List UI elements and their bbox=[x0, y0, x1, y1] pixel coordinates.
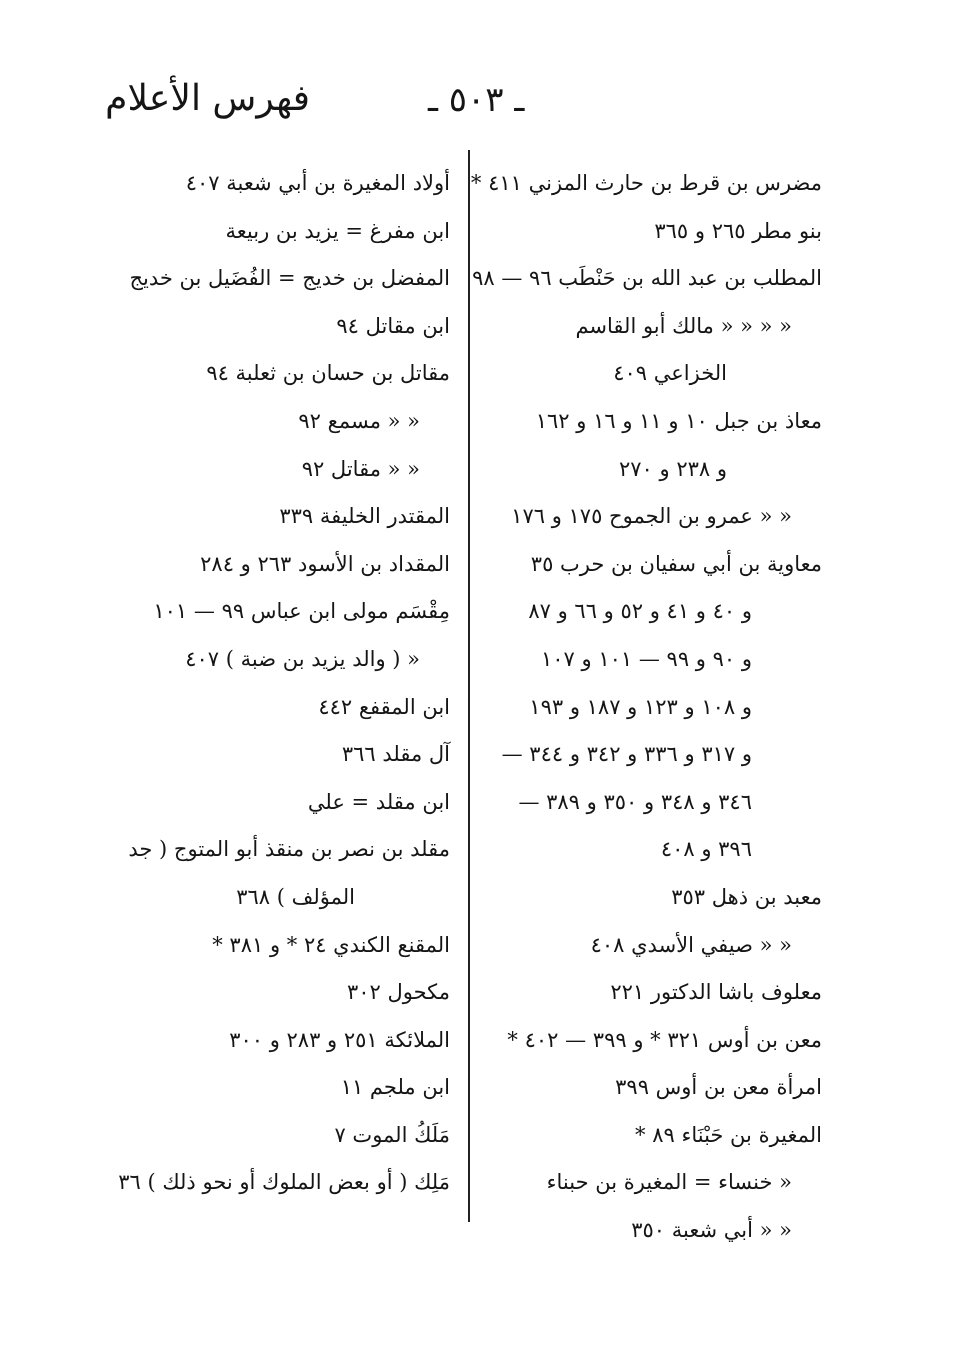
index-entry: ابن المقفع ٤٤٢ bbox=[318, 694, 450, 719]
index-entry: مضرس بن قرط بن حارث المزني ٤١١ * bbox=[470, 171, 822, 195]
index-entry: الملائكة ٢٥١ و ٢٨٣ و ٣٠٠ bbox=[229, 1027, 450, 1052]
column-divider bbox=[468, 150, 470, 1222]
index-entry-continuation: ٣٩٦ و ٤٠٨ bbox=[660, 837, 752, 862]
index-entry: المقداد بن الأسود ٢٦٣ و ٢٨٤ bbox=[200, 551, 450, 576]
index-entry: معاذ بن جبل ١٠ و ١١ و ١٦ و ١٦٢ bbox=[535, 408, 822, 433]
index-entry: ابن مقلد = علي bbox=[307, 789, 450, 814]
index-entry: مِقْسَم مولى ابن عباس ٩٩ — ١٠١ bbox=[153, 599, 450, 624]
index-entry: المقتدر الخليفة ٣٣٩ bbox=[279, 504, 450, 529]
index-entry: معاوية بن أبي سفيان بن حرب ٣٥ bbox=[530, 551, 822, 576]
left-column bbox=[70, 160, 450, 1207]
index-entry: « « مقاتل ٩٢ bbox=[301, 456, 420, 481]
index-entry: ابن ملجم ١١ bbox=[340, 1075, 450, 1100]
index-entry: معلوف باشا الدكتور ٢٢١ bbox=[610, 980, 822, 1005]
index-entry: أولاد المغيرة بن أبي شعبة ٤٠٧ bbox=[185, 171, 450, 195]
index-entry-continuation: و ٣١٧ و ٣٣٦ و ٣٤٢ و ٣٤٤ — bbox=[501, 742, 752, 767]
index-entry: « ( والد يزيد بن ضبة ) ٤٠٧ bbox=[185, 646, 420, 671]
index-entry: ابن مقاتل ٩٤ bbox=[336, 313, 450, 338]
index-entry: مكحول ٣٠٢ bbox=[346, 980, 450, 1005]
index-entry: المغيرة بن حَبْنَاء ٨٩ * bbox=[635, 1122, 822, 1147]
index-entry: ابن مفرغ = يزيد بن ربيعة bbox=[225, 218, 450, 243]
index-entry: المطلب بن عبد الله بن حَنْطَب ٩٦ — ٩٨ bbox=[472, 266, 822, 291]
index-entry: بنو مطر ٢٦٥ و ٣٦٥ bbox=[654, 218, 822, 243]
index-entry: المفضل بن خديج = الفُضَيل بن خديج bbox=[129, 266, 450, 291]
index-entry: « « « « مالك أبو القاسم bbox=[575, 313, 792, 338]
index-entry: « « أبي شعبة ٣٥٠ bbox=[631, 1218, 792, 1243]
index-entry-continuation: و ٢٣٨ و ٢٧٠ bbox=[618, 456, 727, 481]
index-entry: معبد بن ذهل ٣٥٣ bbox=[671, 884, 822, 909]
index-entry: « « صيفي الأسدي ٤٠٨ bbox=[590, 932, 792, 957]
index-entry: مقاتل بن حسان بن ثعلبة ٩٤ bbox=[206, 361, 450, 386]
index-entry-continuation: ٣٤٦ و ٣٤٨ و ٣٥٠ و ٣٨٩ — bbox=[518, 789, 752, 814]
index-entry-continuation: الخزاعي ٤٠٩ bbox=[613, 361, 727, 386]
index-entry: مَلِك ( أو بعض الملوك أو نحو ذلك ) ٣٦ bbox=[118, 1170, 450, 1195]
index-entry: « « عمرو بن الجموح ١٧٥ و ١٧٦ bbox=[511, 504, 792, 529]
right-column bbox=[470, 160, 822, 1255]
index-entry: « خنساء = المغيرة بن حبناء bbox=[546, 1170, 792, 1195]
index-entry: امرأة معن بن أوس ٣٩٩ bbox=[615, 1075, 822, 1100]
index-entry: « « مسمع ٩٢ bbox=[298, 408, 420, 433]
index-entry: المقنع الكندي ٢٤ * و ٣٨١ * bbox=[212, 932, 450, 957]
index-entry-continuation: و ٤٠ و ٤١ و ٥٢ و ٦٦ و ٨٧ bbox=[528, 599, 752, 624]
index-entry-continuation: المؤلف ) ٣٦٨ bbox=[236, 884, 355, 909]
index-entry-continuation: و ١٠٨ و ١٢٣ و ١٨٧ و ١٩٣ bbox=[529, 694, 752, 719]
index-entry: مَلَكُ الموت ٧ bbox=[334, 1122, 450, 1147]
index-entry-continuation: و ٩٠ و ٩٩ — ١٠١ و ١٠٧ bbox=[541, 646, 752, 671]
index-entry: آل مقلد ٣٦٦ bbox=[341, 742, 450, 767]
page-number: ـ ٥٠٣ ـ bbox=[428, 80, 525, 120]
index-title: فهرس الأعلام bbox=[105, 78, 310, 119]
index-entry: مقلد بن نصر بن منقذ أبو المتوج ( جد bbox=[128, 837, 450, 862]
index-entry: معن بن أوس ٣٢١ * و ٣٩٩ — ٤٠٢ * bbox=[507, 1027, 822, 1052]
